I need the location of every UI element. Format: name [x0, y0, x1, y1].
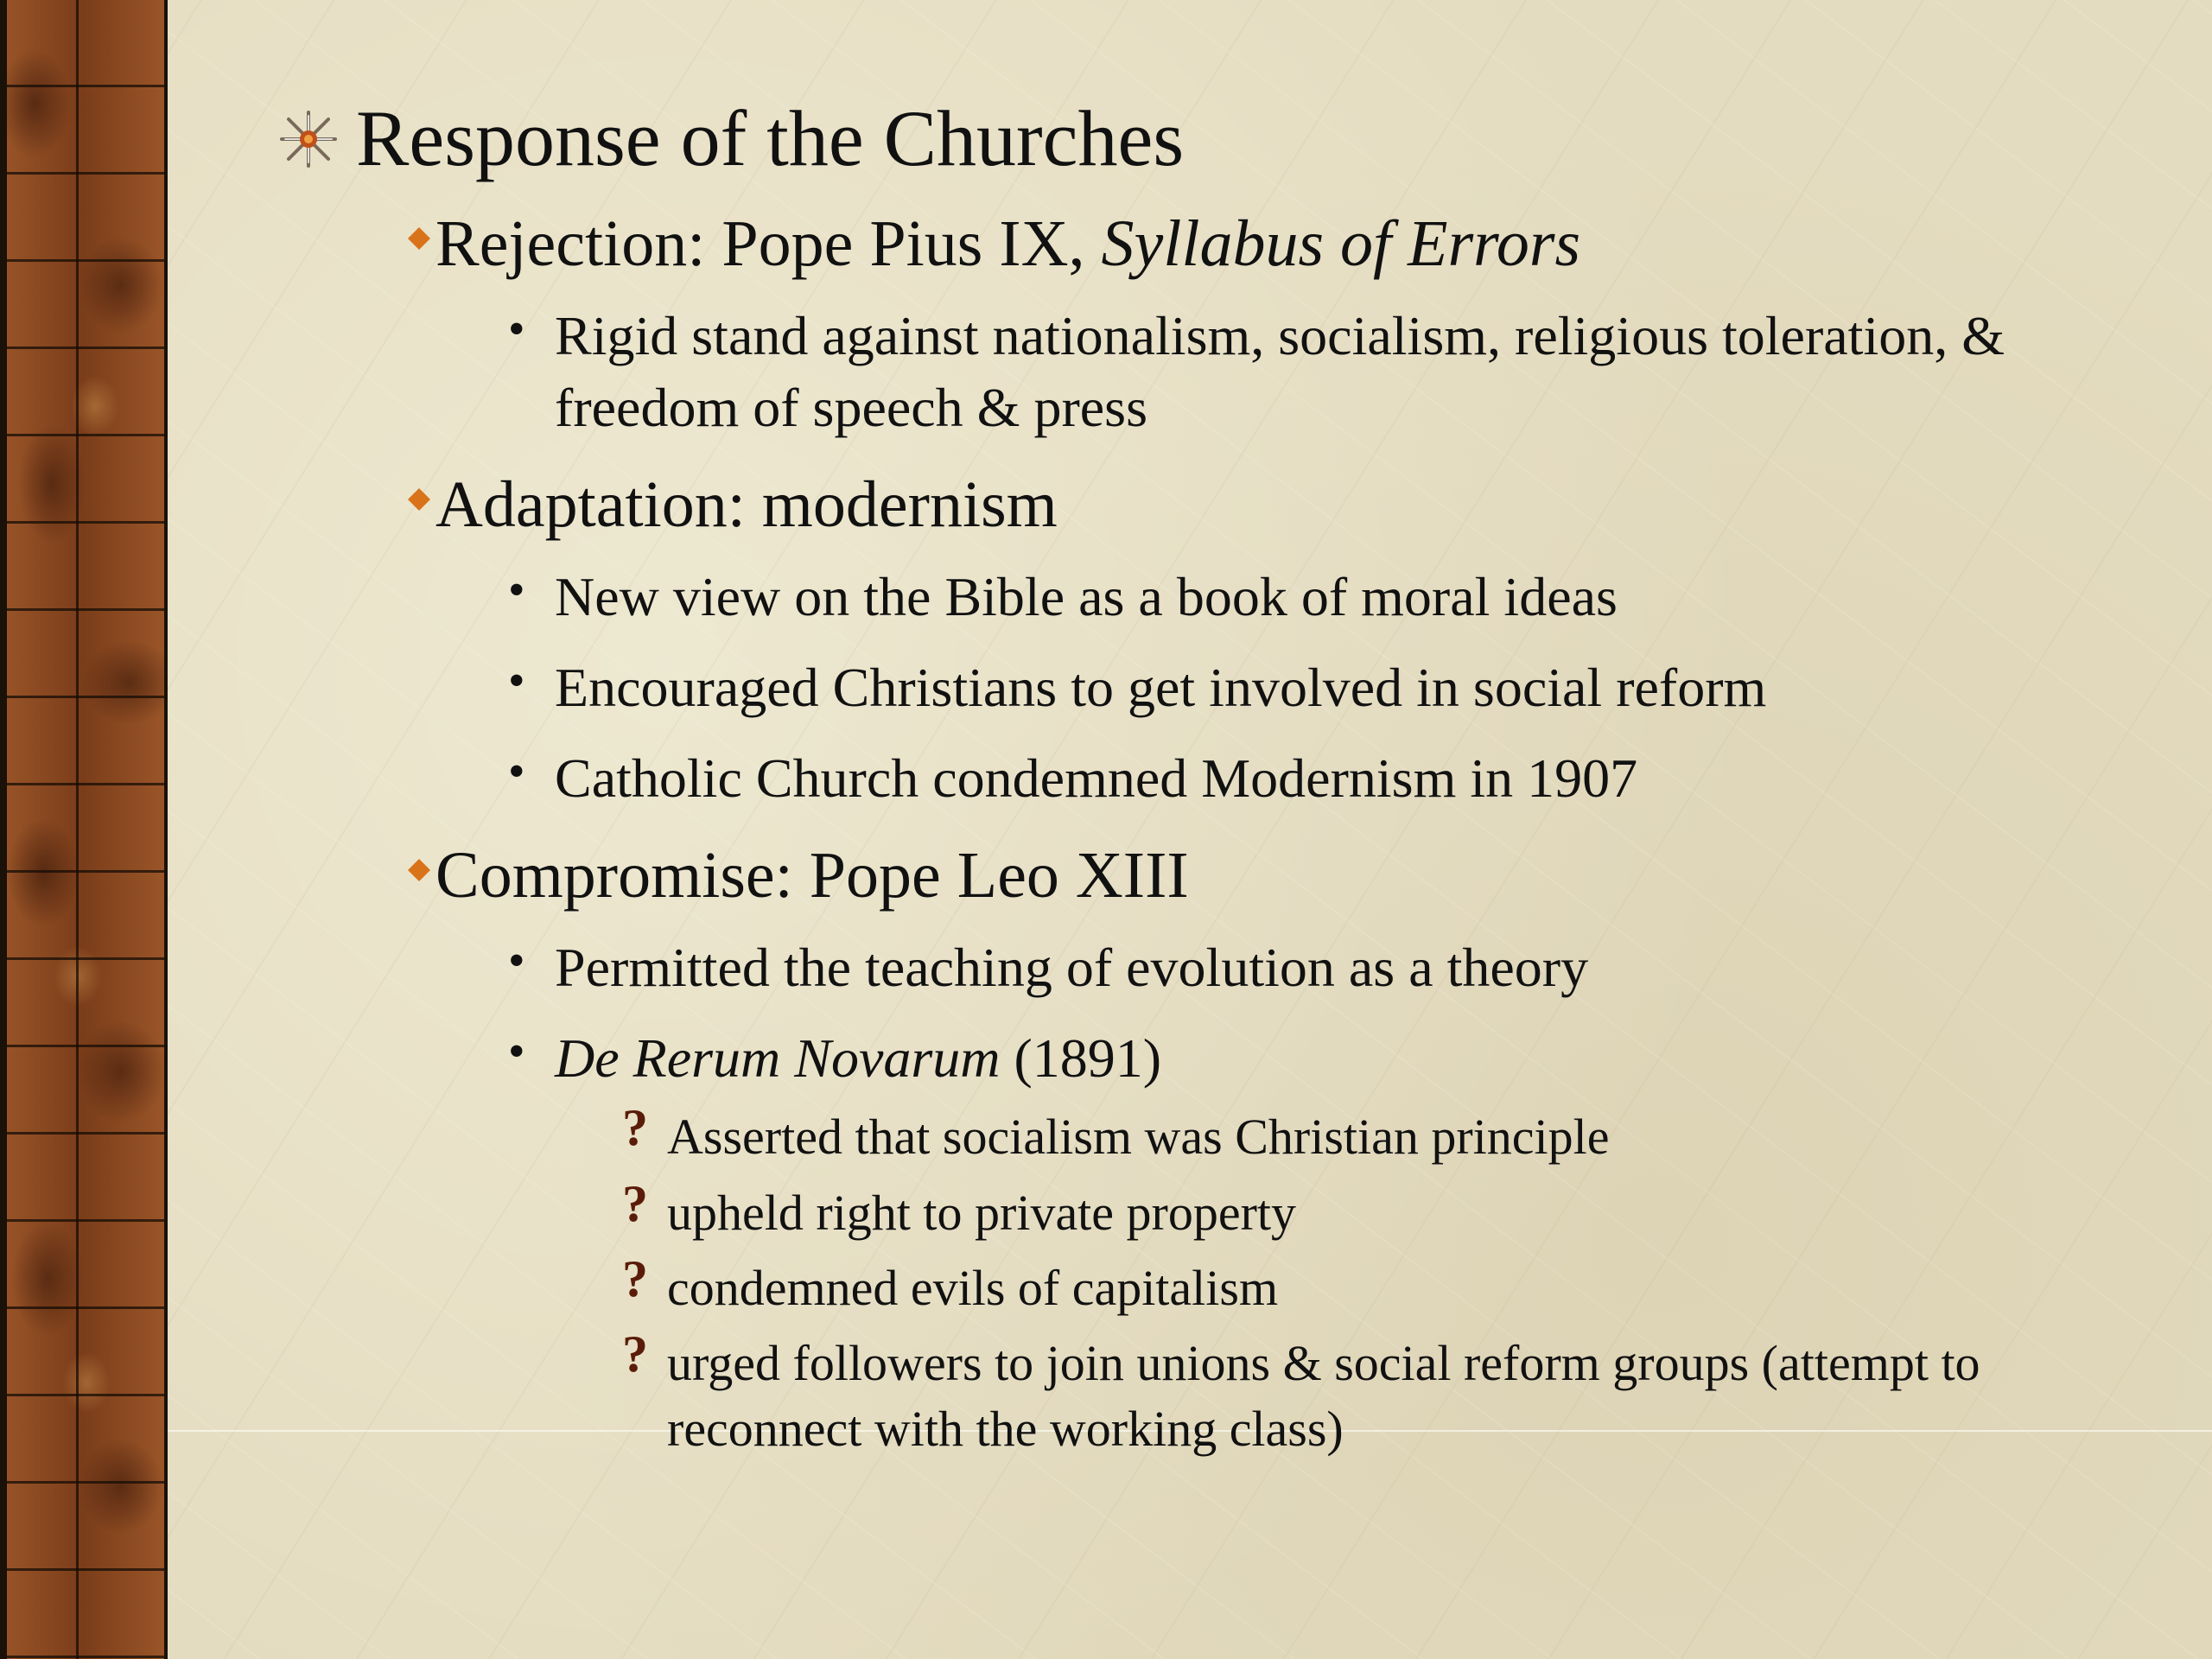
bullet-dot: • — [508, 563, 525, 617]
bullet-dot: • — [508, 653, 525, 708]
point-text: Rigid stand against nationalism, socialism, religious toleration, & freedom of speech & press — [555, 304, 2005, 438]
question-mark-icon: ? — [622, 1174, 648, 1232]
point-text: Catholic Church condemned Modernism in 1907 — [555, 747, 1638, 810]
list-item — [498, 652, 2177, 723]
question-mark-icon: ? — [622, 1099, 648, 1157]
sub-list-item — [622, 1174, 2177, 1245]
diamond-bullet-icon — [403, 857, 435, 883]
section-compromise — [403, 840, 2177, 912]
point-text: New view on the Bible as a book of moral ideas — [555, 565, 1618, 627]
slide-content — [276, 95, 2177, 1461]
list-item — [498, 561, 2177, 632]
subpoint-text: upheld right to private property — [667, 1184, 1297, 1241]
point-text: Permitted the teaching of evolution as a theory — [555, 936, 1589, 998]
work-title: De Rerum Novarum — [555, 1027, 1001, 1090]
slide-title: Response of the Churches — [356, 94, 1185, 182]
diamond-bullet-icon — [403, 486, 435, 512]
subpoint-text: Asserted that socialism was Christian principle — [667, 1109, 1610, 1166]
decorative-border — [0, 0, 168, 1659]
list-item — [498, 1022, 2177, 1094]
question-mark-icon: ? — [622, 1325, 648, 1383]
list-item — [498, 742, 2177, 814]
bullet-dot: • — [508, 933, 525, 988]
section-adaptation — [403, 469, 2177, 542]
sub-list-item — [622, 1325, 2177, 1461]
title-row — [276, 95, 2177, 182]
section-heading: Rejection: Pope Pius IX, Syllabus of Errors — [435, 207, 1581, 281]
section-heading: Adaptation: modernism — [435, 468, 1058, 542]
point-text: Encouraged Christians to get involved in social reform — [555, 656, 1767, 718]
starburst-icon — [276, 107, 340, 171]
sub-list-item — [622, 1099, 2177, 1169]
bullet-dot: • — [508, 745, 525, 799]
bullet-dot: • — [508, 1025, 525, 1079]
subpoint-text: urged followers to join unions & social reform groups (attempt to reconnect with the working class) — [667, 1335, 1980, 1457]
section-heading: Compromise: Pope Leo XIII — [435, 839, 1189, 912]
subpoint-text: condemned evils of capitalism — [667, 1260, 1279, 1317]
section-rejection — [403, 208, 2177, 281]
list-item — [498, 931, 2177, 1003]
work-year: (1891) — [1000, 1027, 1162, 1090]
question-mark-icon: ? — [622, 1250, 648, 1308]
bullet-dot: • — [508, 302, 525, 356]
list-item — [498, 300, 2177, 443]
diamond-bullet-icon — [403, 226, 435, 251]
point-text — [555, 1022, 2177, 1094]
sub-list-item — [622, 1250, 2177, 1320]
